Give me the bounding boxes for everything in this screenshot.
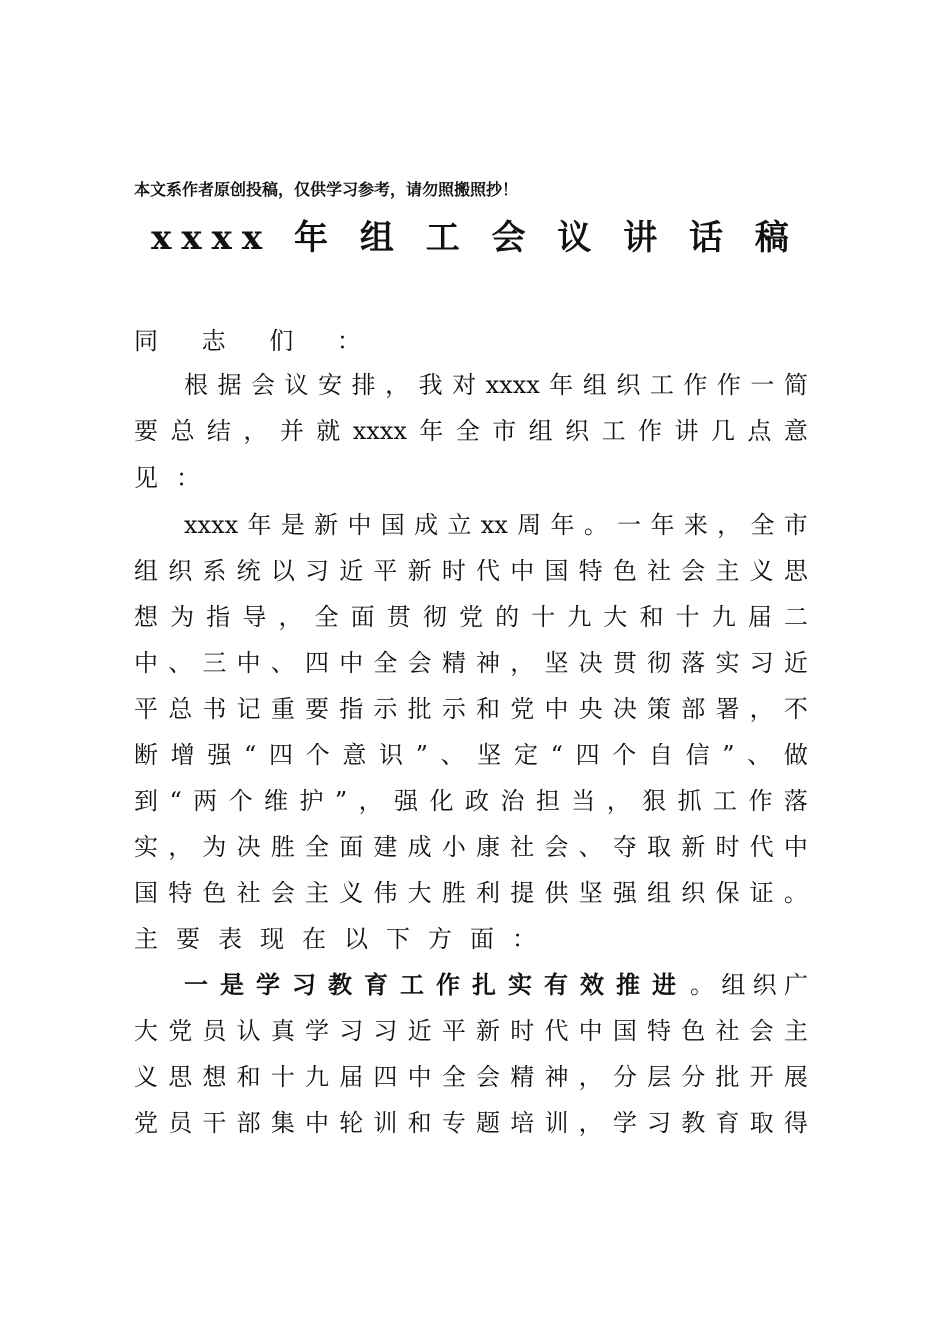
paragraph-line: 实 ， 为 决 胜 全 面 建 成 小 康 社 会 、 夺 取 新 时 代 中 (134, 833, 808, 861)
salutation: 同 志 们 ： (134, 327, 379, 355)
paragraph-line: 根 据 会 议 安 排 ， 我 对 xxxx 年 组 织 工 作 作 一 简 (184, 371, 808, 399)
document-title: xxxx 年 组 工 会 议 讲 话 稿 (151, 218, 799, 258)
paragraph-line: 平 总 书 记 重 要 指 示 批 示 和 党 中 央 决 策 部 署 ， 不 (134, 695, 808, 723)
paragraph-line: 断 增 强 “ 四 个 意 识 ” 、 坚 定 “ 四 个 自 信 ” 、 做 (134, 741, 808, 769)
paragraph-line: 党 员 干 部 集 中 轮 训 和 专 题 培 训 ， 学 习 教 育 取 得 (134, 1109, 808, 1137)
paragraph-line: 大 党 员 认 真 学 习 习 近 平 新 时 代 中 国 特 色 社 会 主 (134, 1017, 808, 1045)
paragraph-line: 主要表现在以下方面： (134, 925, 554, 953)
paragraph-line: 要 总 结 ， 并 就 xxxx 年 全 市 组 织 工 作 讲 几 点 意 (134, 417, 808, 445)
paragraph-line: 见： (134, 464, 218, 492)
paragraph-line: 组 织 系 统 以 习 近 平 新 时 代 中 国 特 色 社 会 主 义 思 (134, 557, 808, 585)
section-lead-tail: 。 组 织 广 (690, 971, 808, 999)
copyright-notice: 本文系作者原创投稿，仅供学习参考，请勿照搬照抄！ (134, 180, 519, 199)
paragraph-line: 义 思 想 和 十 九 届 四 中 全 会 精 神 ， 分 层 分 批 开 展 (134, 1063, 808, 1091)
paragraph-line: 想 为 指 导 ， 全 面 贯 彻 党 的 十 九 大 和 十 九 届 二 (134, 603, 808, 631)
paragraph-line: 到 “ 两 个 维 护 ” ， 强 化 政 治 担 当 ， 狠 抓 工 作 落 (134, 787, 808, 815)
paragraph-line: 国 特 色 社 会 主 义 伟 大 胜 利 提 供 坚 强 组 织 保 证 。 (134, 879, 808, 907)
paragraph-line: xxxx 年 是 新 中 国 成 立 xx 周 年 。 一 年 来 ， 全 市 (184, 511, 808, 539)
section-lead-bold: 一 是 学 习 教 育 工 作 扎 实 有 效 推 进 (184, 970, 676, 999)
paragraph-line: 中 、 三 中 、 四 中 全 会 精 神 ， 坚 决 贯 彻 落 实 习 近 (134, 649, 808, 677)
section-lead-line (184, 970, 808, 1000)
